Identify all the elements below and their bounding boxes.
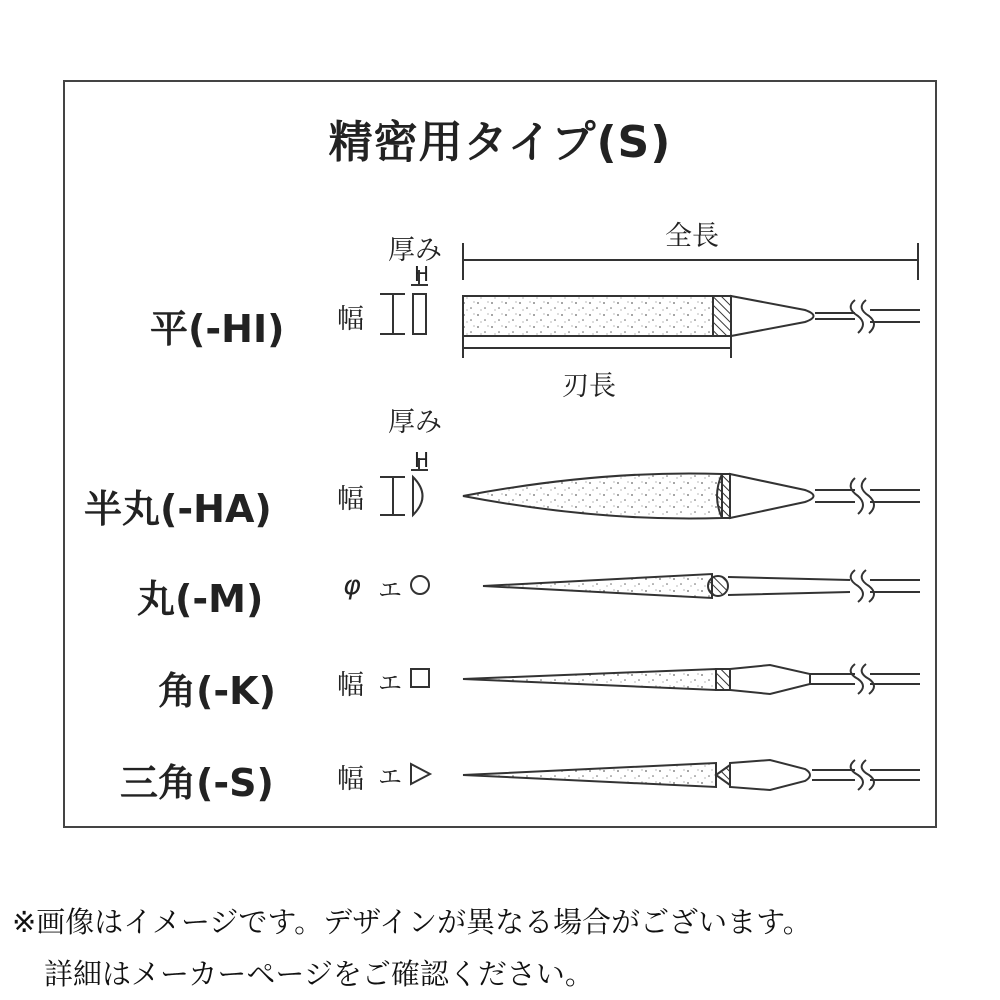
round-file-shape: [483, 570, 920, 602]
blade-length-dimension: [463, 337, 731, 358]
square-section-icon: [411, 669, 429, 687]
type-label-triangle: 三角(-S): [120, 761, 274, 805]
blade-length-label: 刃長: [562, 371, 616, 402]
width-label-half-round: 幅: [337, 484, 364, 515]
half-round-section-icon: [380, 458, 428, 515]
height-mark-1: H: [414, 262, 430, 286]
triangle-section-icon: [411, 764, 430, 784]
total-length-label: 全長: [665, 221, 719, 252]
phi-label-round: φ: [343, 570, 361, 601]
type-label-half-round: 半丸(-HA): [84, 487, 272, 531]
dim-mark-triangle: エ: [378, 763, 402, 791]
note-line-2: 詳細はメーカーページをご確認ください。: [44, 957, 594, 991]
type-label-flat: 平(-HI): [150, 307, 285, 351]
width-label-flat: 幅: [337, 304, 364, 335]
total-length-dimension: [463, 243, 918, 280]
height-mark-2: H: [414, 448, 430, 472]
type-label-square: 角(-K): [158, 669, 276, 713]
round-section-icon: [411, 576, 429, 594]
thickness-label-1: 厚み: [388, 235, 442, 266]
flat-section-icon: [380, 270, 428, 334]
note-line-1: ※画像はイメージです。デザインが異なる場合がございます。: [12, 905, 812, 939]
type-label-round: 丸(-M): [137, 577, 264, 621]
flat-file-shape: [463, 296, 920, 336]
diagram-title: 精密用タイプ(S): [328, 117, 672, 168]
triangle-file-shape: [463, 760, 920, 790]
width-label-square: 幅: [337, 670, 364, 701]
dim-mark-square: エ: [378, 669, 402, 697]
thickness-label-2: 厚み: [388, 407, 442, 438]
half-round-file-shape: [463, 473, 920, 518]
width-label-triangle: 幅: [337, 764, 364, 795]
dim-mark-round: エ: [378, 576, 402, 604]
square-file-shape: [463, 664, 920, 694]
